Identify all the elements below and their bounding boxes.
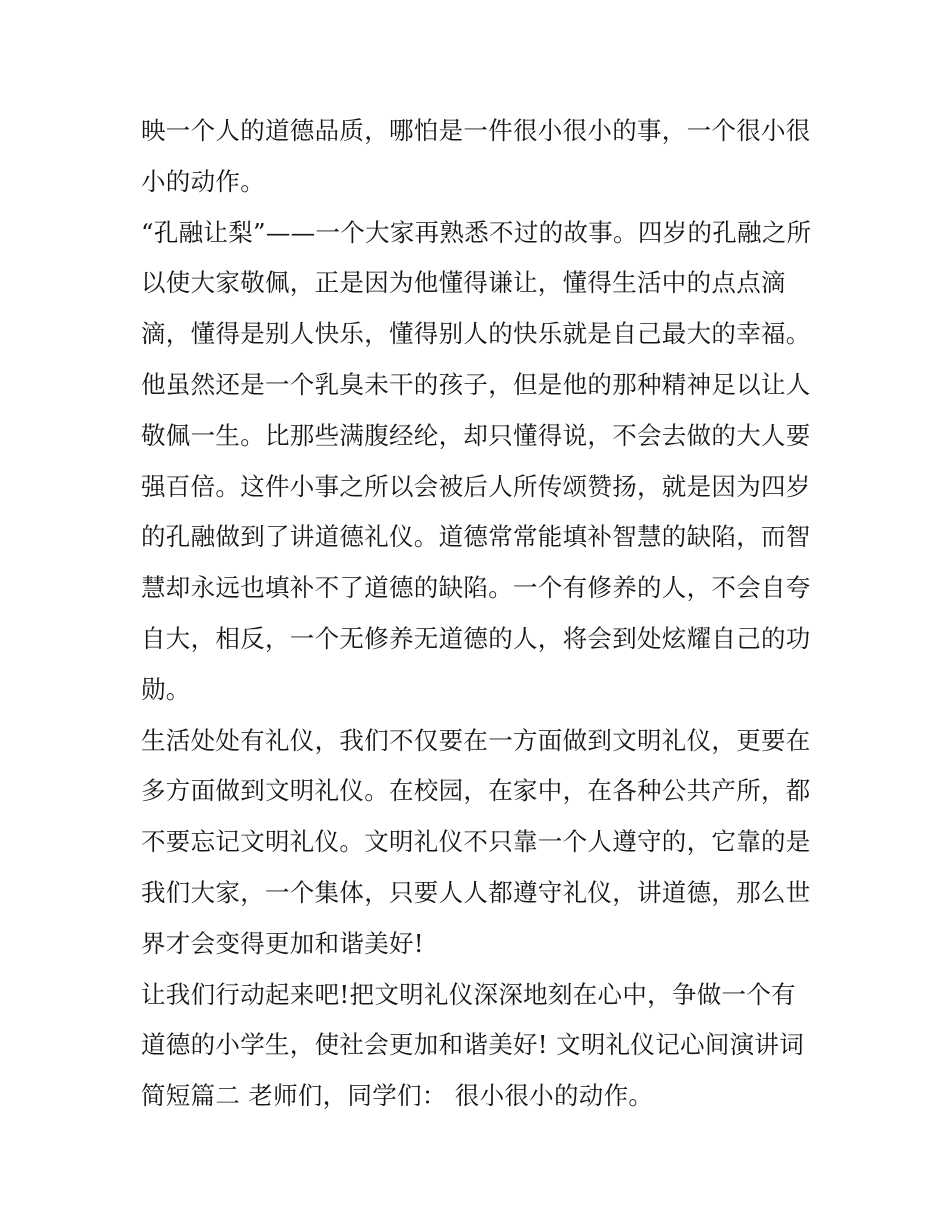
text-line: 简短篇二 老师们，同学们： 很小很小的动作。 xyxy=(141,1081,654,1111)
text-line: 生活处处有礼仪，我们不仅要在一方面做到文明礼仪，更要在 xyxy=(141,725,811,755)
text-line: 滴，懂得是别人快乐，懂得别人的快乐就是自己最大的幸福。 xyxy=(141,319,811,349)
body-text xyxy=(141,106,813,1122)
text-line: 勋。 xyxy=(141,674,191,704)
text-line: 自大，相反，一个无修养无道德的人，将会到处炫耀自己的功 xyxy=(141,623,811,653)
text-line: 他虽然还是一个乳臭未干的孩子，但是他的那种精神足以让人 xyxy=(141,369,811,399)
text-line: 小的动作。 xyxy=(141,166,265,196)
text-line: 敬佩一生。比那些满腹经纶，却只懂得说，不会去做的大人要 xyxy=(141,420,811,450)
text-line: 界才会变得更加和谐美好! xyxy=(141,928,424,958)
text-line: “孔融让梨”——一个大家再熟悉不过的故事。四岁的孔融之所 xyxy=(141,217,812,247)
text-line: 道德的小学生，使社会更加和谐美好! 文明礼仪记心间演讲词 xyxy=(141,1030,805,1060)
text-line: 的孔融做到了讲道德礼仪。道德常常能填补智慧的缺陷，而智 xyxy=(141,522,811,552)
text-line: 我们大家，一个集体，只要人人都遵守礼仪，讲道德，那么世 xyxy=(141,877,811,907)
text-line: 以使大家敬佩，正是因为他懂得谦让，懂得生活中的点点滴 xyxy=(141,268,786,298)
text-line: 强百倍。这件小事之所以会被后人所传颂赞扬，就是因为四岁 xyxy=(141,471,811,501)
text-line: 多方面做到文明礼仪。在校园，在家中，在各种公共产所，都 xyxy=(141,776,811,806)
text-line: 映一个人的道德品质，哪怕是一件很小很小的事，一个很小很 xyxy=(141,116,811,145)
text-line: 让我们行动起来吧!把文明礼仪深深地刻在心中，争做一个有 xyxy=(141,979,796,1009)
text-line: 不要忘记文明礼仪。文明礼仪不只靠一个人遵守的，它靠的是 xyxy=(141,827,811,857)
text-line: 慧却永远也填补不了道德的缺陷。一个有修养的人，不会自夸 xyxy=(141,573,811,603)
